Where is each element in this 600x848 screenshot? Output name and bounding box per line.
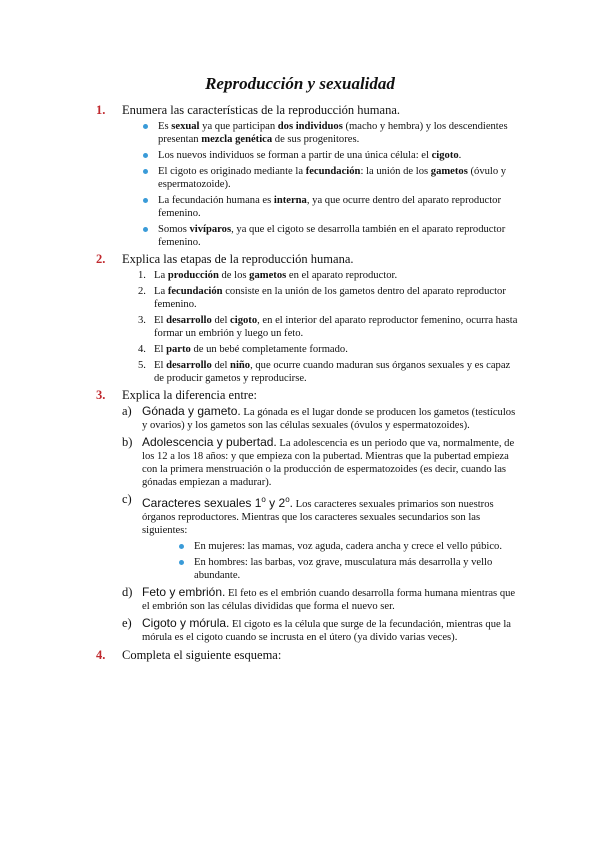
question-3: [96, 388, 520, 403]
list-item: Somos vivíparos, ya que el cigoto se desarrolla también en el aparato reproductor femenino.: [140, 223, 520, 249]
question-text: Explica las etapas de la reproducción humana.: [122, 252, 354, 266]
page-title: Reproducción y sexualidad: [205, 74, 395, 93]
list-item: 5. El desarrollo del niño, que ocurre cuando maduran sus órganos sexuales y es capaz de producir gametos y reproducirse.: [138, 360, 511, 384]
list-item: 3. El desarrollo del cigoto, en el interior del aparato reproductor femenino, ocurra hasta formar un embrión y luego un feto.: [138, 315, 518, 339]
question-text: Enumera las características de la reproducción humana.: [122, 103, 400, 117]
question-1: [96, 103, 520, 118]
list-item: b) Adolescencia y pubertad. La adolescencia es un periodo que va, normalmente, de los 12 a los 18 años: y que empieza con la pubertad. Mientras que la pubertad empieza con la primera menstruación o la producción de espermatozoides (es decir, cuando las gónadas empiezan a madurar).: [122, 435, 515, 488]
list-item: El cigoto es originado mediante la fecundación: la unión de los gametos (óvulo y espermatozoide).: [140, 165, 520, 191]
question-2: [96, 252, 520, 267]
question-4: [96, 648, 520, 663]
list-item: a) Gónada y gameto. La gónada es el lugar donde se producen los gametos (testículos y ovarios) y los gametos son las células sexuales (óvulos y espermatozoides).: [122, 404, 516, 431]
list-item: En mujeres: las mamas, voz aguda, cadera ancha y crece el vello púbico.: [176, 540, 520, 553]
q3c-sub-list: [142, 540, 520, 582]
list-item: La fecundación humana es interna, ya que ocurre dentro del aparato reproductor femenino.: [140, 194, 520, 220]
list-item: d) Feto y embrión. El feto es el embrión cuando desarrolla forma humana mientras que el embrión son las células divididas que forma el nuevo ser.: [122, 585, 516, 612]
list-item: c) Caracteres sexuales 1$^o$ y 2$^o$. Los caracteres sexuales primarios son nuestros órganos reproductores. Mientras que los caracteres sexuales secundarios son las siguientes: En mujeres: las mamas, voz aguda, cadera ancha y crece el vello púbico. En hombres: las barbas, voz grave, musculatura más desarrolla y vello abundante.: [122, 493, 520, 582]
question-number: 3.: [96, 388, 106, 402]
list-item: 4. El parto de un bebé completamente formado.: [138, 344, 348, 355]
question-number: 1.: [96, 103, 106, 117]
question-text: Explica la diferencia entre:: [122, 388, 257, 402]
list-item: 2. La fecundación consiste en la unión de los gametos dentro del aparato reproductor femenino.: [138, 286, 506, 310]
list-item: Los nuevos individuos se forman a partir de una única célula: el cigoto.: [140, 149, 520, 162]
question-number: 4.: [96, 648, 106, 662]
list-item: Es sexual ya que participan dos individuos (macho y hembra) y los descendientes presentan mezcla genética de sus progenitores.: [140, 120, 520, 146]
question-text: Completa el siguiente esquema:: [122, 648, 282, 662]
list-item: En hombres: las barbas, voz grave, musculatura más desarrolla y vello abundante.: [176, 556, 520, 582]
q2-numbered-list: [100, 269, 520, 385]
q3-lettered-list: [100, 405, 520, 644]
list-item: 1. La producción de los gametos en el aparato reproductor.: [138, 270, 398, 281]
q1-bullet-list: [100, 120, 520, 249]
question-number: 2.: [96, 252, 106, 266]
list-item: e) Cigoto y mórula. El cigoto es la célula que surge de la fecundación, mientras que la mórula es el cigoto cuando se incrusta en el útero (ya divido varias veces).: [122, 616, 511, 643]
document-body: [96, 103, 520, 664]
